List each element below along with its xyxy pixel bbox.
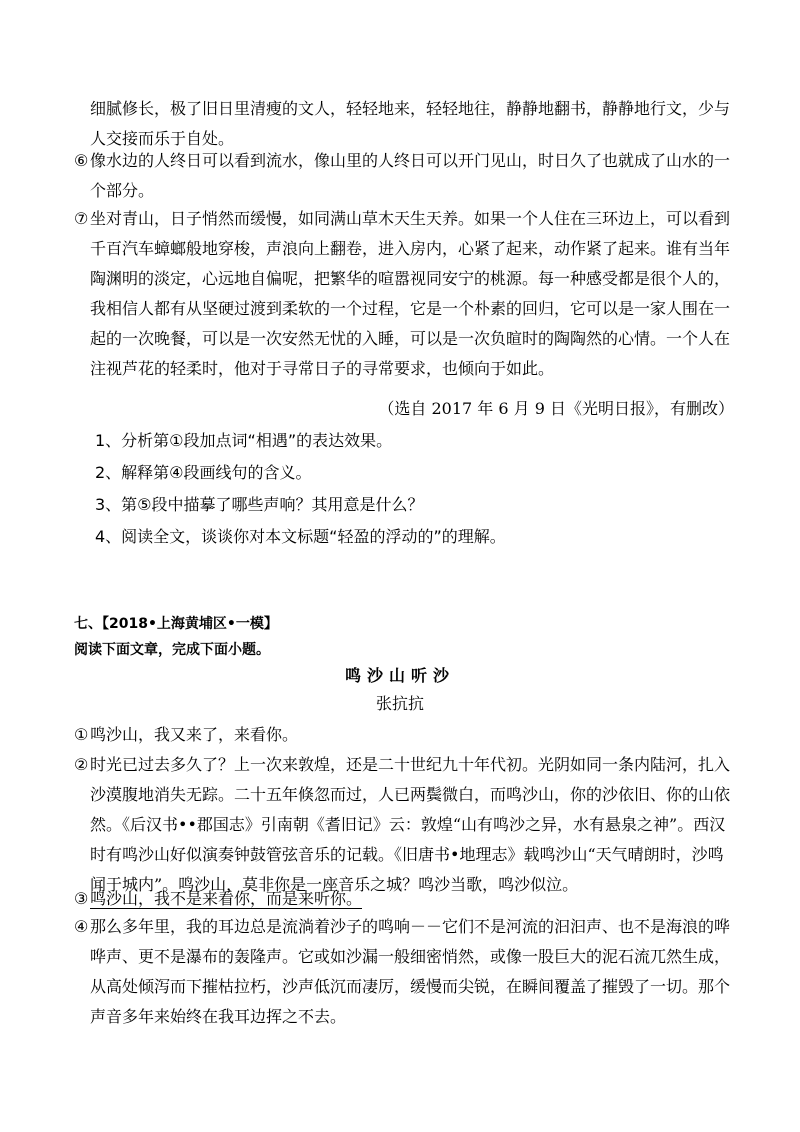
- essay-source-note: （选自 2017 年 6 月 9 日《光明日报》，有删改）: [378, 399, 734, 418]
- paragraph-marker: ①: [74, 725, 89, 744]
- paragraph-marker: ⑥: [74, 151, 89, 170]
- paragraph-marker: ⑦: [74, 209, 89, 228]
- paragraph-marker: ④: [74, 917, 89, 936]
- paragraph-text: 时光已过去多久了？上一次来敦煌，还是二十世纪九十年代初。光阴如同一条内陆河，扎入沙漠腹地消失无踪。二十五年倏忽而过，人已两鬓微白，而鸣沙山，你的沙依旧、你的山依然。《后汉书••郡国志》引南朝《耆旧记》云：敦煌“山有鸣沙之异，水有悬泉之神”。西汉时有鸣沙山好似演奏钟鼓管弦音乐的记载。《旧唐书•地理志》载鸣沙山“天气晴朗时，沙鸣闻于城内”。鸣沙山，莫非你是一座音乐之城？鸣沙当歌，鸣沙似泣。: [90, 755, 731, 894]
- underlined-sentence: 鸣沙山，我不是来看你，而是来听你。: [90, 889, 363, 908]
- question-3: 3、第⑤段中描摹了哪些声响？其用意是什么？: [95, 495, 424, 514]
- article-title: 鸣沙山听沙: [344, 666, 455, 685]
- section-heading: 七、【2018•上海黄埔区•一模】: [74, 616, 278, 632]
- paragraph-text: 细腻修长，极了旧日里清瘦的文人，轻轻地来，轻轻地往，静静地翻书，静静地行文，少与人交接而乐于自处。: [90, 99, 731, 148]
- question-1: 1、分析第①段加点词“相遇”的表达效果。: [95, 431, 393, 450]
- paragraph-marker: ②: [74, 755, 89, 774]
- paragraph-text: 那么多年里，我的耳边总是流淌着沙子的鸣响－－它们不是河流的汩汩声、也不是海浪的哗哗声、更不是瀑布的轰隆声。它或如沙漏一般细密悄然，或像一股巨大的泥石流兀然生成，从高处倾泻而下摧枯拉朽，沙声低沉而凄厉，缓慢而尖锐，在瞬间覆盖了摧毁了一切。那个声音多年来始终在我耳边挥之不去。: [90, 917, 731, 1026]
- question-2: 2、解释第④段画线句的含义。: [95, 463, 312, 482]
- article-paragraph-1: [74, 720, 734, 750]
- article-author: 张抗抗: [375, 694, 424, 713]
- article-paragraph-2: [74, 750, 734, 900]
- article-paragraph-3: [74, 884, 734, 914]
- paragraph-text: 鸣沙山，我又来了，来看你。: [90, 725, 299, 744]
- paragraph-marker: ③: [74, 889, 89, 908]
- paragraph-text: 坐对青山，日子悄然而缓慢，如同满山草木天生天养。如果一个人住在三环边上，可以看到千百汽车蟑螂般地穿梭，声浪向上翻卷，进入房内，心紧了起来，动作紧了起来。谁有当年陶渊明的淡定，心远地自偏呢，把繁华的喧嚣视同安宁的桃源。每一种感受都是很个人的，我相信人都有从坚硬过渡到柔软的一个过程，它是一个朴素的回归，它可以是一家人围在一起的一次晚餐，可以是一次安然无忧的入睡，可以是一次负暄时的陶陶然的心情。一个人在注视芦花的轻柔时，他对于寻常日子的寻常要求，也倾向于如此。: [90, 209, 731, 378]
- essay-paragraph-7: [74, 204, 734, 384]
- article-paragraph-4: [74, 912, 734, 1032]
- essay-paragraph-6: [74, 146, 734, 206]
- section-instruction: 阅读下面文章，完成下面小题。: [74, 642, 270, 658]
- essay-paragraph-5-tail: [74, 94, 734, 154]
- paragraph-text: 像水边的人终日可以看到流水，像山里的人终日可以开门见山，时日久了也就成了山水的一个部分。: [90, 151, 731, 200]
- question-4: 4、阅读全文，谈谈你对本文标题“轻盈的浮动的”的理解。: [95, 527, 506, 546]
